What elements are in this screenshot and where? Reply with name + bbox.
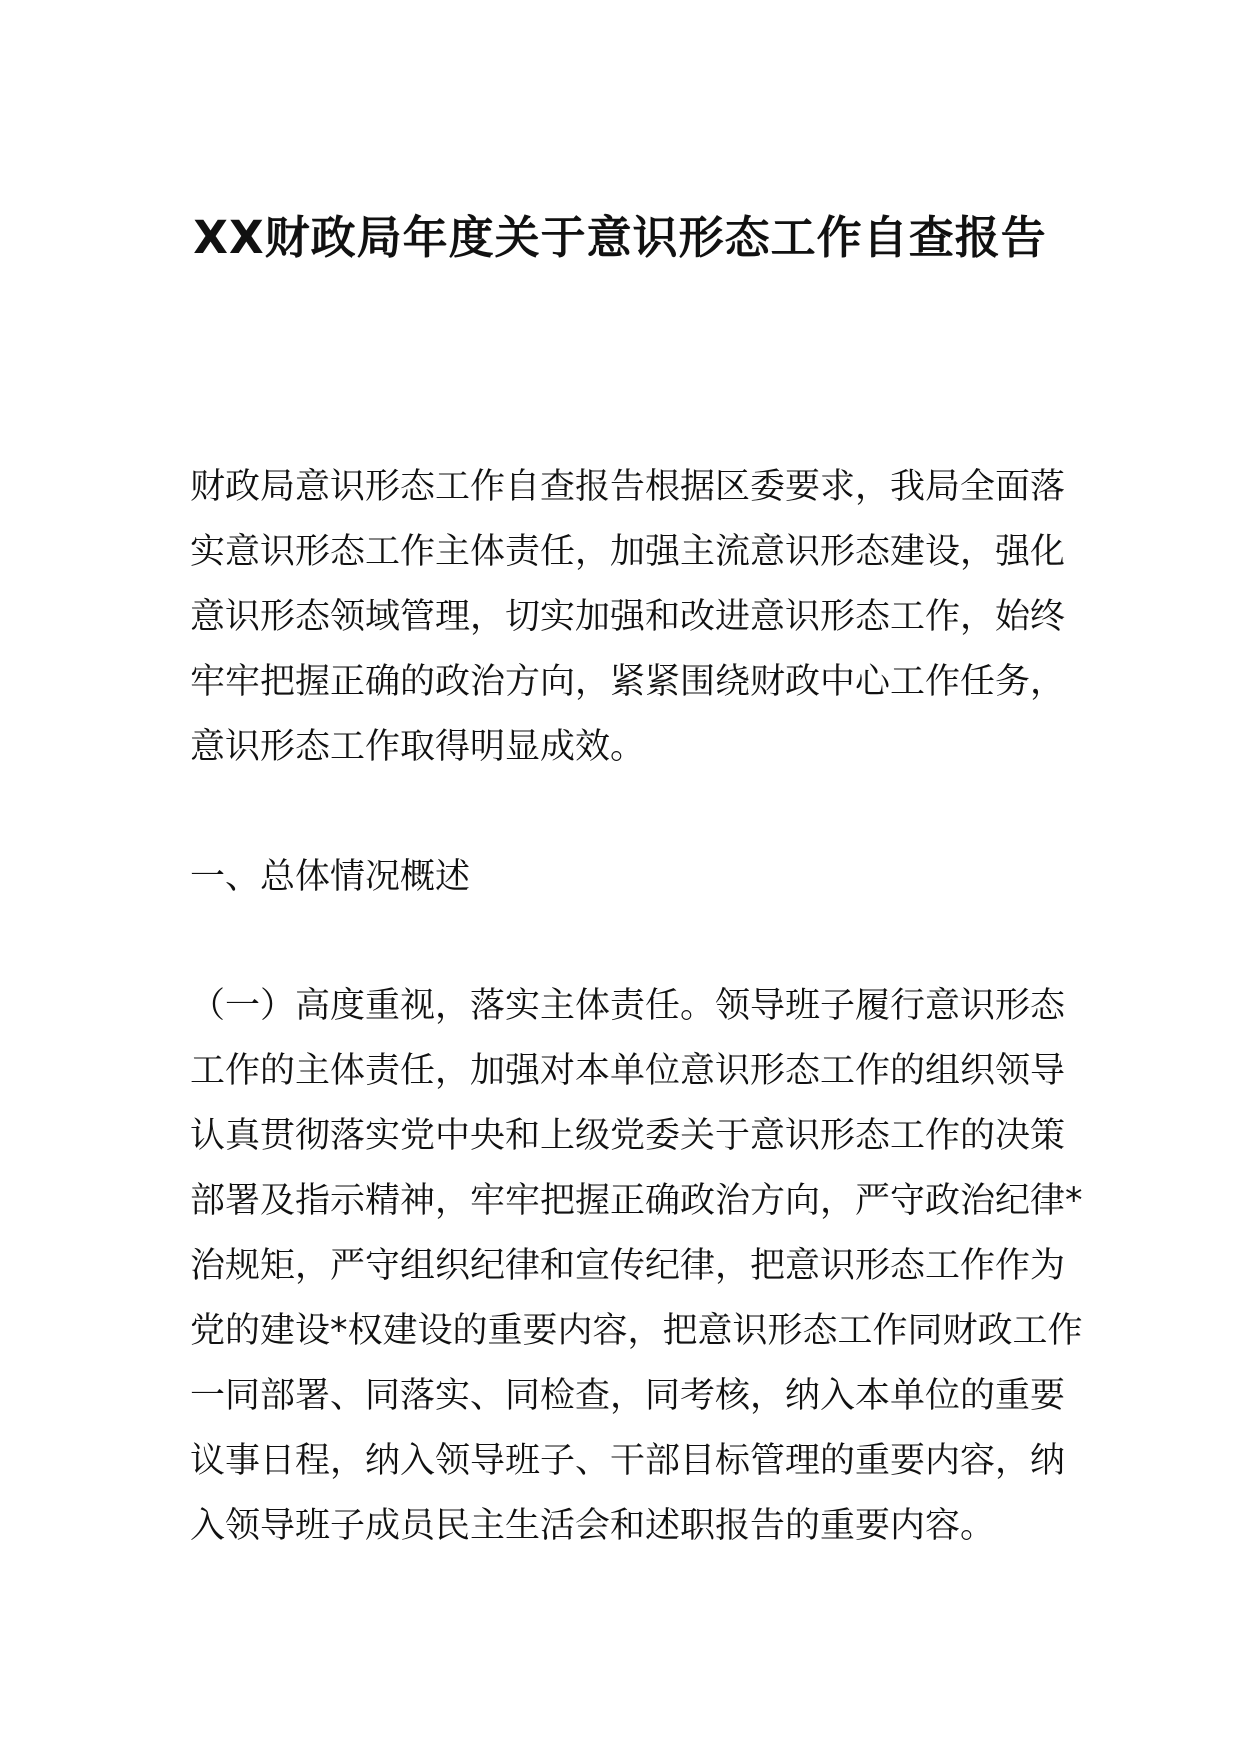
paragraph-line: 认真贯彻落实党中央和上级党委关于意识形态工作的决策	[190, 1116, 1066, 1156]
paragraph-line: 一同部署、同落实、同检查，同考核，纳入本单位的重要	[190, 1376, 1066, 1416]
section-heading: 一、总体情况概述	[190, 857, 471, 897]
paragraph-line: 财政局意识形态工作自查报告根据区委要求，我局全面落	[190, 467, 1066, 507]
paragraph-line: 部署及指示精神，牢牢把握正确政治方向，严守政治纪律*	[190, 1181, 1083, 1221]
paragraph-line: 意识形态工作取得明显成效。	[190, 727, 646, 767]
paragraph-line: 治规矩，严守组织纪律和宣传纪律，把意识形态工作作为	[190, 1246, 1066, 1286]
paragraph-line: 牢牢把握正确的政治方向，紧紧围绕财政中心工作任务，	[190, 662, 1066, 702]
intro-paragraph	[190, 455, 1066, 780]
paragraph-line: 入领导班子成员民主生活会和述职报告的重要内容。	[190, 1506, 996, 1546]
paragraph-line: 议事日程，纳入领导班子、干部目标管理的重要内容，纳	[190, 1441, 1066, 1481]
paragraph-line: 工作的主体责任，加强对本单位意识形态工作的组织领导	[190, 1051, 1066, 1091]
paragraph-line: 实意识形态工作主体责任，加强主流意识形态建设，强化	[190, 532, 1066, 572]
paragraph-line: （一）高度重视，落实主体责任。领导班子履行意识形态	[190, 986, 1066, 1026]
document-title: XX财政局年度关于意识形态工作自查报告	[193, 211, 1047, 264]
paragraph-line: 意识形态领域管理，切实加强和改进意识形态工作，始终	[190, 597, 1066, 637]
paragraph-line: 党的建设*权建设的重要内容，把意识形态工作同财政工作	[190, 1311, 1083, 1351]
section1-paragraph	[190, 974, 1083, 1559]
